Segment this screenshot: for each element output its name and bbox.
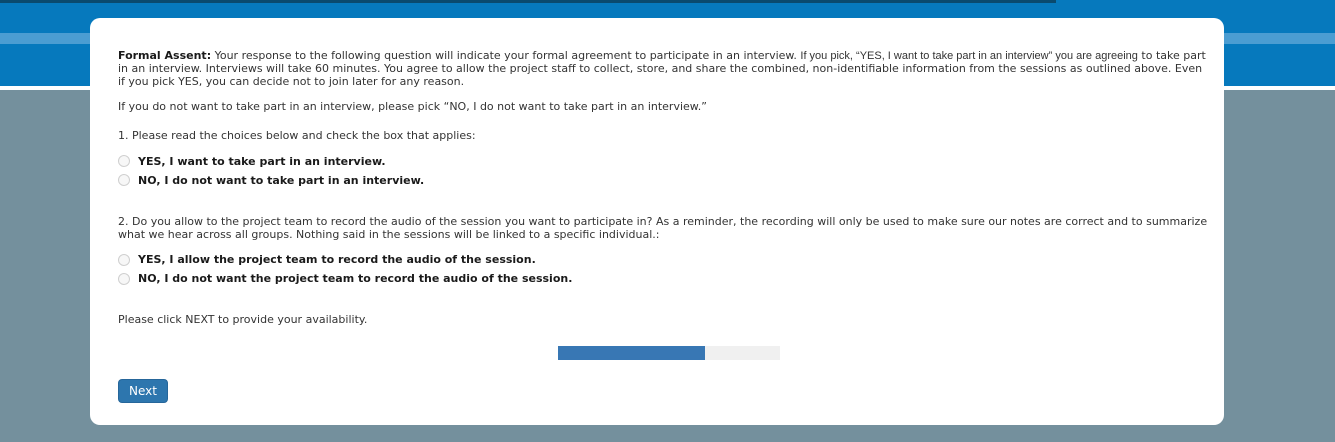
next-button[interactable]: Next <box>118 379 168 403</box>
question1-option-no-label: NO, I do not want to take part in an interview. <box>138 173 425 187</box>
question2-label: 2. Do you allow to the project team to record the audio of the session you want to participate in? As a reminder, the recording will only be used to make sure our notes are correct and to summarize what we hear across all groups. Nothing said in the sessions will be linked to a specific individual.: <box>118 214 1208 241</box>
assent-intro-alt-font-segment: If you pick, “YES, I want to take part in an interview” you are agreeing <box>800 50 1138 62</box>
assent-no-instruction: If you do not want to take part in an interview, please pick “NO, I do not want to take part in an interview.” <box>118 100 707 114</box>
question2-option-no-label: NO, I do not want the project team to record the audio of the session. <box>138 272 573 286</box>
radio-button-icon[interactable] <box>118 155 130 167</box>
assent-intro-seg2: to take part in an interview. Interviews will take 60 minutes. You agree to allow the project staff to collect, store, and share the combined, non-identifiable information from the sessions as outlined above. Even if you pick YES, you can decide not to join later for any reason. <box>118 49 1206 88</box>
question2-option-yes[interactable] <box>118 250 1210 269</box>
question1-options <box>118 152 1210 190</box>
question1-label: 1. Please read the choices below and check the box that applies: <box>118 129 476 142</box>
assent-intro-paragraph <box>118 50 1210 88</box>
assent-intro-heading: Formal Assent: <box>118 49 212 62</box>
assent-intro-seg1: Your response to the following question will indicate your formal agreement to participate in an interview. <box>211 49 801 62</box>
question2-options <box>118 250 1210 288</box>
radio-button-icon[interactable] <box>118 254 130 266</box>
survey-card <box>90 18 1224 425</box>
question1-option-yes[interactable] <box>118 152 1210 171</box>
question1-option-no[interactable] <box>118 171 1210 190</box>
header-dark-top-line <box>0 0 1056 3</box>
progress-bar-fill <box>558 346 705 360</box>
progress-bar <box>558 346 780 360</box>
question2-option-no[interactable] <box>118 269 1210 288</box>
question2-option-yes-label: YES, I allow the project team to record the audio of the session. <box>138 253 536 267</box>
radio-button-icon[interactable] <box>118 174 130 186</box>
radio-button-icon[interactable] <box>118 273 130 285</box>
question1-option-yes-label: YES, I want to take part in an interview. <box>138 154 386 168</box>
next-instruction: Please click NEXT to provide your availability. <box>118 313 368 327</box>
